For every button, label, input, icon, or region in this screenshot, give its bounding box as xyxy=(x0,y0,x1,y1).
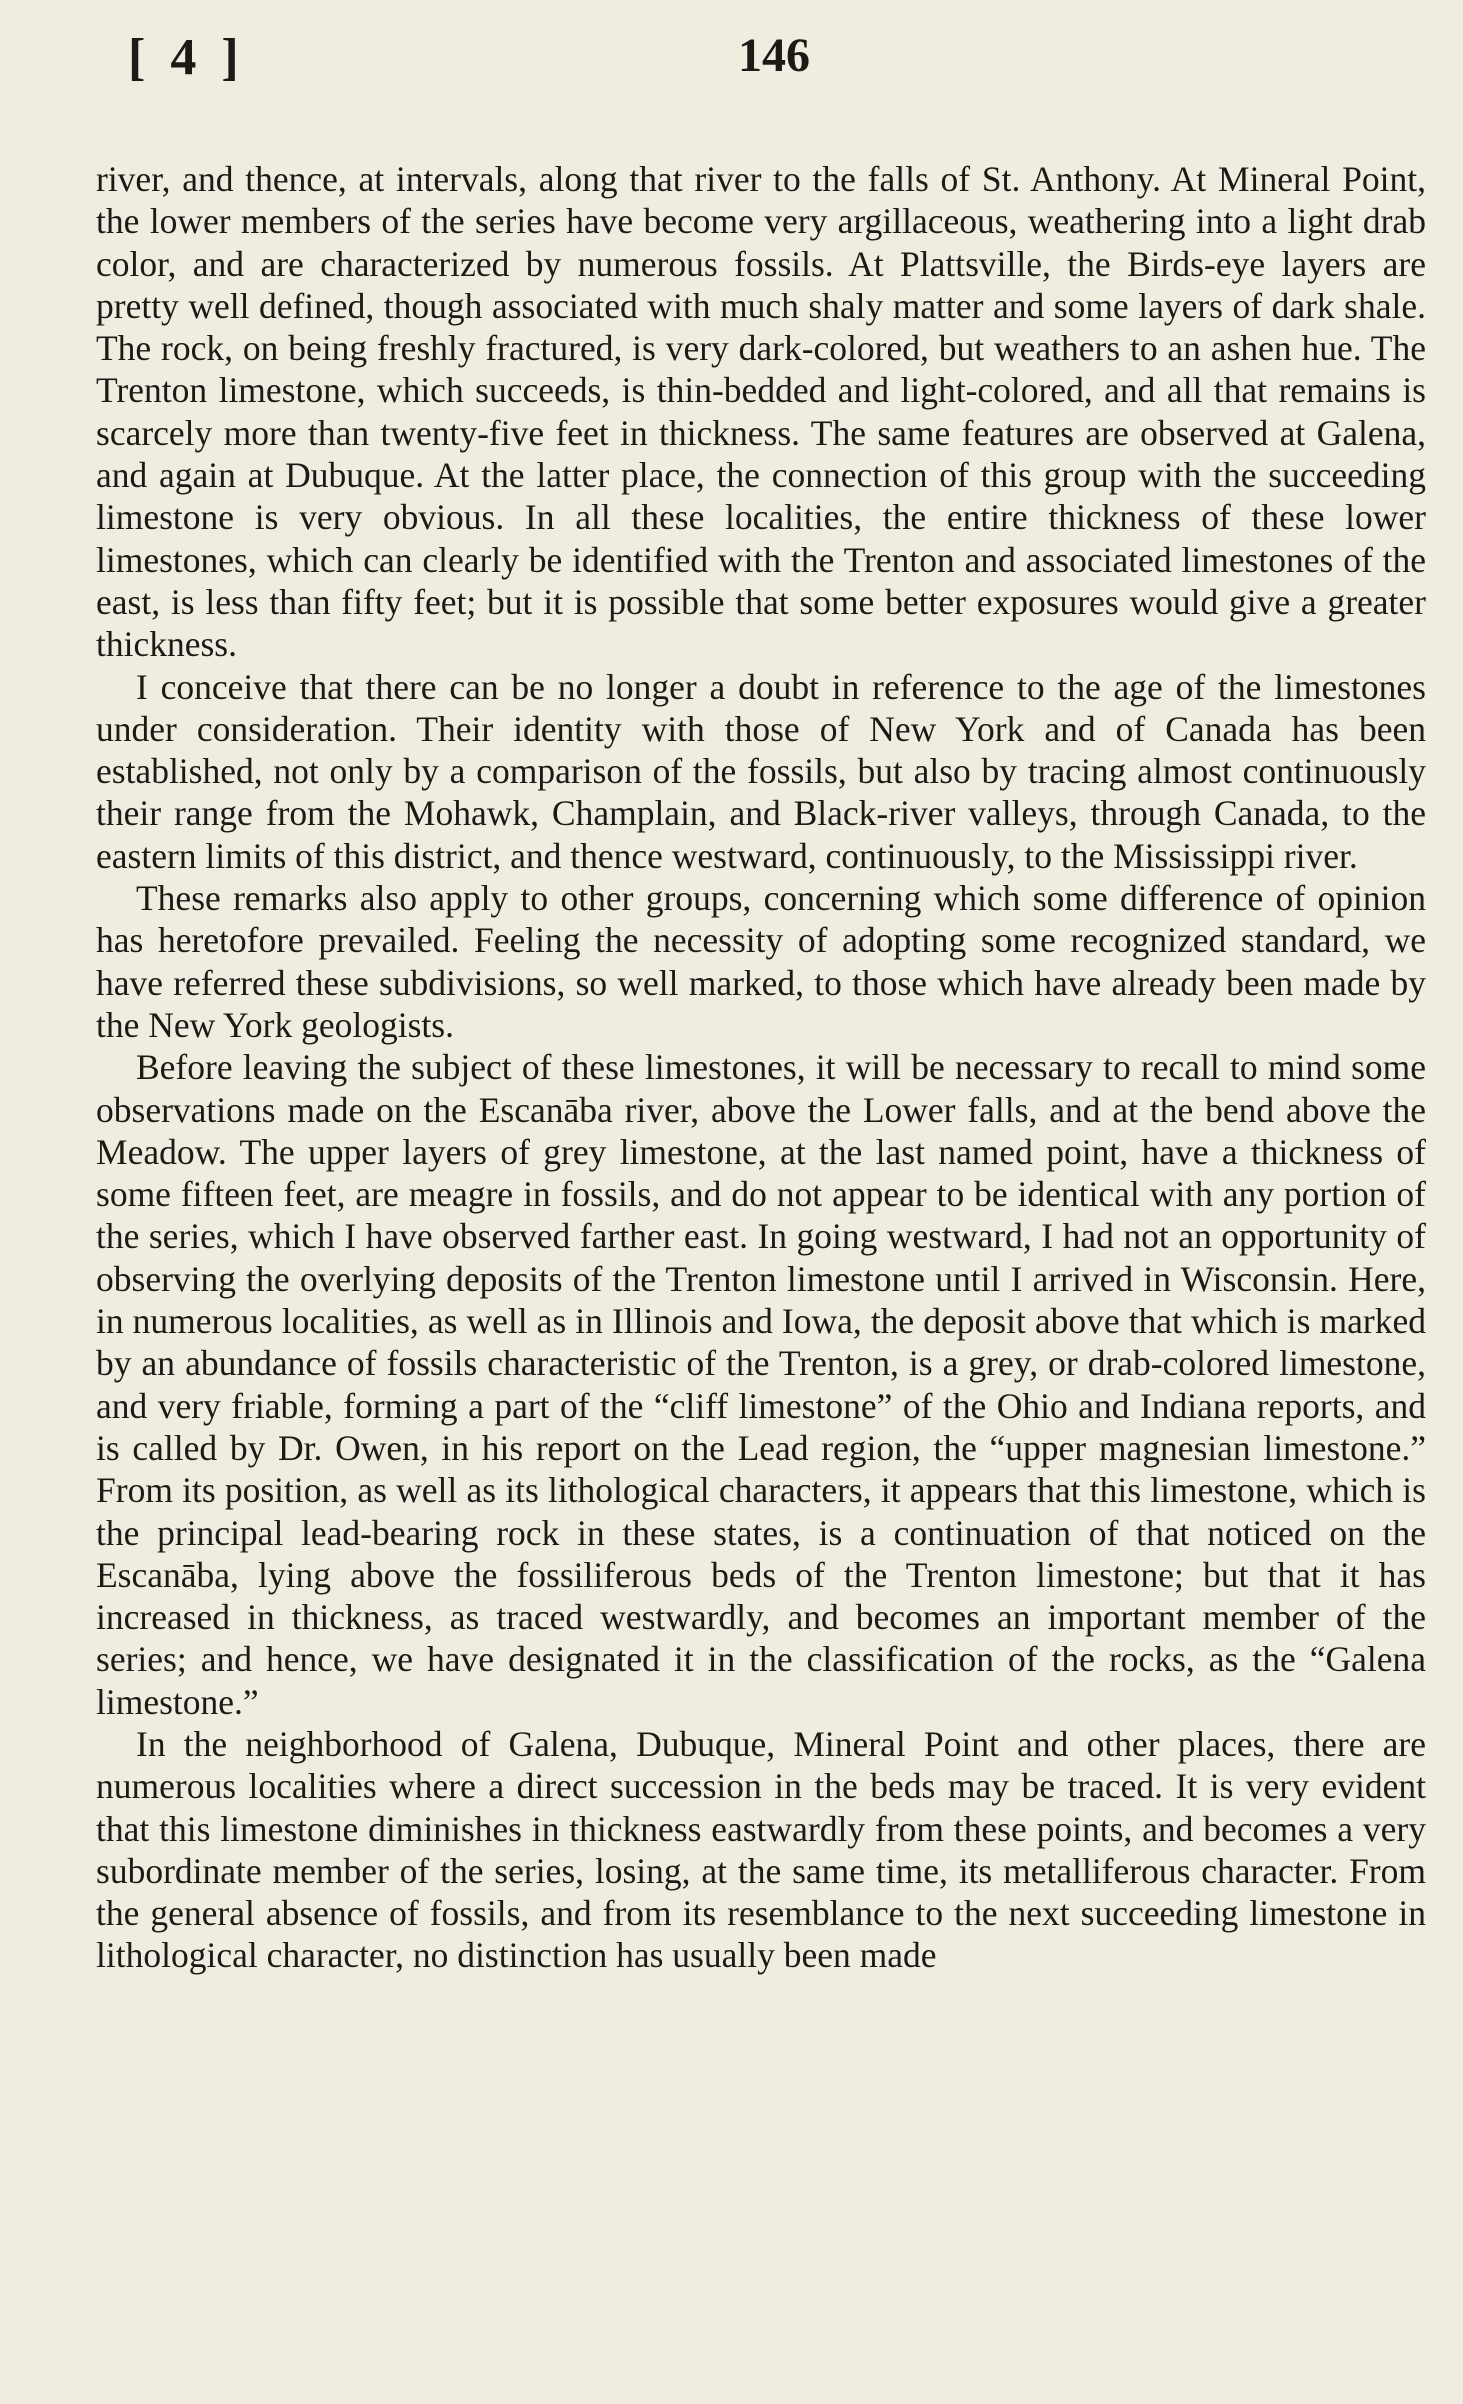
paragraph-4: Before leaving the subject of these limestones, it will be necessary to recall to mind some observations made on the Escanāba river, above the Lower falls, and at the bend above the Meadow. The upper layers of grey limestone, at the last named point, have a thickness of some fifteen feet, are meagre in fossils, and do not appear to be identical with any portion of the series, which I have observed farther east. In going westward, I had not an opportunity of observing the overlying deposits of the Trenton limestone until I arrived in Wisconsin. Here, in numerous localities, as well as in Illinois and Iowa, the deposit above that which is marked by an abundance of fossils characteristic of the Trenton, is a grey, or drab-colored limestone, and very friable, forming a part of the “cliff limestone” of the Ohio and Indiana reports, and is called by Dr. Owen, in his report on the Lead region, the “upper magnesian limestone.” From its position, as well as its lithological characters, it appears that this limestone, which is the principal lead-bearing rock in these states, is a continuation of that noticed on the Escanāba, lying above the fossiliferous beds of the Trenton limestone; but that it has increased in thickness, as traced westwardly, and becomes an important member of the series; and hence, we have designated it in the classification of the rocks, as the “Galena limestone.” xyxy=(96,1047,1426,1722)
paragraph-1: river, and thence, at intervals, along that river to the falls of St. Anthony. At Mineral Point, the lower members of the series have become very argillaceous, weathering into a light drab color, and are characterized by numerous fossils. At Plattsville, the Birds-eye layers are pretty well defined, though associated with much shaly matter and some layers of dark shale. The rock, on being freshly fractured, is very dark-colored, but weathers to an ashen hue. The Trenton limestone, which succeeds, is thin-bedded and light-colored, and all that remains is scarcely more than twenty-five feet in thickness. The same features are observed at Galena, and again at Dubuque. At the latter place, the connection of this group with the succeeding limestone is very obvious. In all these localities, the entire thickness of these lower limestones, which can clearly be identified with the Trenton and associated limestones of the east, is less than fifty feet; but it is possible that some better exposures would give a greater thickness. xyxy=(96,159,1426,665)
paragraph-5: In the neighborhood of Galena, Dubuque, Mineral Point and other places, there are numerous localities where a direct succession in the beds may be traced. It is very evident that this limestone diminishes in thickness eastwardly from these points, and becomes a very subordinate member of the series, losing, at the same time, its metalliferous character. From the general absence of fossils, and from its resemblance to the next succeeding limestone in lithological character, no distinction has usually been made xyxy=(96,1723,1426,1976)
paragraph-3: These remarks also apply to other groups, concerning which some difference of opinion has heretofore prevailed. Feeling the necessity of adopting some recognized standard, we have referred these subdivisions, so well marked, to those which have already been made by the New York geologists. xyxy=(96,878,1426,1045)
body-text xyxy=(96,158,1426,1977)
page-number: 146 xyxy=(738,29,810,82)
page-marker: [ 4 ] xyxy=(128,29,245,86)
paragraph-2: I conceive that there can be no longer a doubt in reference to the age of the limestones under consideration. Their identity with those of New York and of Canada has been established, not only by a comparison of the fossils, but also by tracing almost continuously their range from the Mohawk, Champlain, and Black-river valleys, through Canada, to the eastern limits of this district, and thence westward, continuously, to the Mississippi river. xyxy=(96,666,1426,876)
page-header xyxy=(128,22,1378,92)
